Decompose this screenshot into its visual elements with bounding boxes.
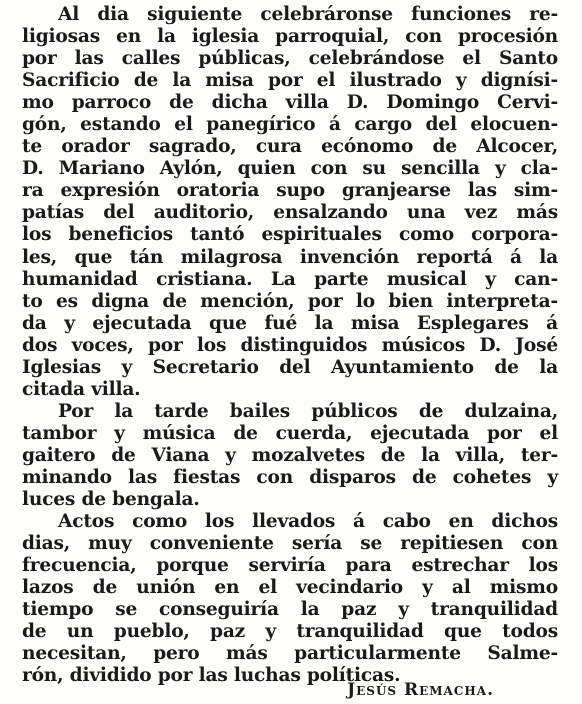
text-line: gón, estando el panegírico á cargo del elocuen- [22, 114, 558, 136]
text-line: minando las fiestas con disparos de cohetes y [22, 466, 558, 488]
text-line: patías del auditorio, ensalzando una vez más [22, 202, 558, 224]
text-line: Al dia siguiente celebráronse funciones re- [58, 4, 558, 25]
text-line: frecuencia, porque serviría para estrechar los [22, 555, 558, 577]
text-line: gaitero de Viana y mozalvetes de la villa, ter- [22, 444, 558, 466]
text-line: mo parroco de dicha villa D. Domingo Cervi- [22, 92, 558, 114]
text-line: les, que tán milagrosa invención reportá á la [22, 246, 558, 268]
text-line: de un pueblo, paz y tranquilidad que todos [22, 621, 558, 643]
text-line: Sacrificio de la misa por el ilustrado y dignísi- [22, 70, 558, 92]
text-line: ligiosas en la iglesia parroquial, con procesión [22, 26, 558, 48]
text-line: dos voces, por los distinguidos músicos D. José [22, 334, 558, 356]
text-line: por las calles públicas, celebrándose el Santo [22, 48, 558, 70]
text-line: Actos como los llevados á cabo en dichos [58, 511, 558, 533]
article-column [22, 4, 558, 687]
text-line: humanidad cristiana. La parte musical y can- [22, 268, 558, 290]
author-signature: Jesús Remacha. [347, 680, 494, 700]
text-line: necesitan, pero más particularmente Salme- [22, 643, 558, 665]
text-line: ra expresión oratoria supo granjearse las sim- [22, 180, 558, 202]
text-line: lazos de unión en el vecindario y al mismo [22, 577, 558, 599]
text-line: te orador sagrado, cura ecónomo de Alcocer, [22, 136, 558, 158]
text-line: Iglesias y Secretario del Ayuntamiento de la [22, 356, 558, 378]
text-line: tambor y música de cuerda, ejecutada por el [22, 422, 558, 444]
text-line: citada villa. [22, 378, 141, 400]
text-line: Por la tarde bailes públicos de dulzaina, [58, 400, 558, 422]
text-line: luces de bengala. [22, 489, 200, 511]
text-line: dias, muy conveniente sería se repitiesen con [22, 533, 558, 555]
text-line: rón, dividido por las luchas políticas. [22, 665, 401, 687]
text-line: to es digna de mención, por lo bien interpreta- [22, 290, 558, 312]
text-line: los beneficios tantó espirituales como corpora- [22, 224, 558, 246]
text-line: tiempo se conseguiría la paz y tranquilidad [22, 599, 558, 621]
text-line: D. Mariano Aylón, quien con su sencilla y cla- [22, 158, 558, 180]
text-line: da y ejecutada que fué la misa Esplegares á [22, 312, 558, 334]
